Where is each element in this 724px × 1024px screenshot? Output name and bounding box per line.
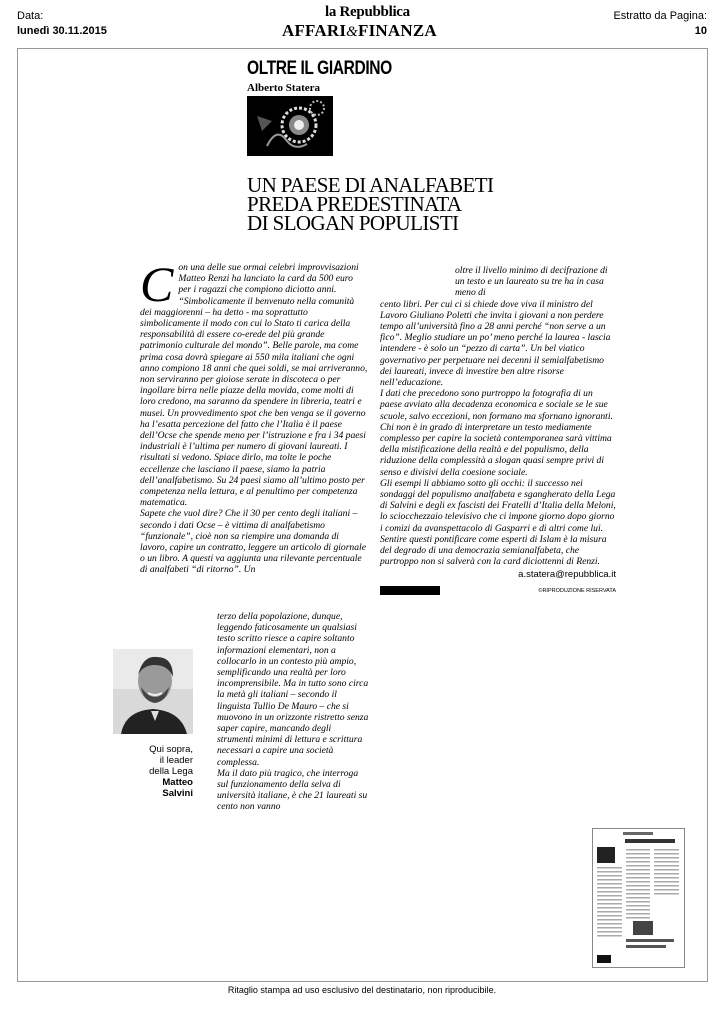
photo-caption (113, 744, 193, 799)
page-value: 10 (694, 25, 707, 37)
masthead (280, 4, 450, 44)
caption-name-1: Matteo (162, 777, 193, 788)
masthead-affari: AFFARI (282, 21, 347, 40)
thumbnail-page-icon (593, 829, 684, 967)
headline (247, 173, 507, 235)
end-bar (380, 586, 440, 595)
article-lead-paragraph: on una delle sue ormai celebri improvvisazioni Matteo Renzi ha lanciato la card da 500 euro per i ragazzi che compiono diciotto anni. “Simbolicamente il benvenuto nella comunità dei maggiorenni – ha detto - ma soprattutto simbolicamente il modo con cui lo Stato ti carica della responsabilità di essere co-erede del più grande patrimonio culturale del mondo”. Belle parole, ma come prima cosa dovrà spiegare ai 550 mila italiani che ogni anno compiono 18 anni che quei soldi, se mai arriveranno, non serviranno per gioiose serate in discoteca o per ingollare birra nelle piazze della movida, come molti di loro credono, ma saranno da spendere in libreria, teatri e musei. Un provvedimento spot che ben venga se il governo ha l’esatta percezione del fatto che l’Italia è il paese dell’Ocse che spende meno per l’istruzione e fra i 34 paesi industriali è l’ultima per numero di giovani laureati. I risultati si vedono. Spiace dirlo, ma tolte le poche eccellenze che lasciano il paese, siamo la patria dell’analfabetismo. Su 24 paesi siamo all’ultimo posto per competenza nella lettura, e al penultimo per competenza matematica. (140, 262, 368, 509)
portrait-image (113, 649, 193, 734)
gear-garden-icon (247, 96, 333, 156)
date-label: Data: (17, 10, 44, 22)
article-column-2-paragraph-3: Gli esempi li abbiamo sotto gli occhi: il successo nei sondaggi del populismo analfabeta e sgangherato della Lega di Salvini e degli ex fascisti dei Fratelli d’Italia della Meloni, lo sciocchezzaio televisivo che ci impone giorno dopo giorno i comizi da avanspettacolo di Gasparri e di altri come lui. Sentire questi pontificare come esperti di Islam è la misura del degrado di una democrazia semianalfabeta, che purtroppo non si salverà con la card diciottenni di Renzi. (380, 477, 616, 568)
article-column-2-paragraph-2: I dati che precedono sono purtroppo la fotografia di un paese avviato alla decadenza economica e sociale se le sue scuole, salvo eccezioni, non formano ma sfornano ignoranti. Chi non è in grado di interpretare un testo mediamente complesso per capire la società contemporanea sarà vittima della mistificazione della realtà e del populismo, della riduzione della complessità a slogan quasi sempre privi di senso e divisivi della coesione sociale. (380, 388, 613, 478)
author-name: Alberto Statera (247, 82, 321, 94)
masthead-affari-finanza (282, 21, 437, 41)
article-paragraph-2-cont: terzo della popolazione, dunque, leggendo faticosamente un qualsiasi testo scritto riesce a capire soltanto informazioni elementari, non a collocarlo in un contesto più ampio, semplificando una realtà per loro incomprensibile. Ma in tutto sono circa la metà gli italiani – secondo il linguista Tullio De Mauro – che si muovono in un orizzonte ristretto senza saper capire, mancando degli strumenti minimi di lettura e scrittura necessari a capire una società complessa. (217, 611, 369, 768)
drop-cap: C (140, 256, 174, 312)
date-value: lunedì 30.11.2015 (17, 25, 107, 37)
caption-line-2: il leader (159, 755, 193, 766)
caption-name-2: Salvini (162, 788, 193, 799)
column-logo-image (247, 96, 333, 156)
author-email: a.statera@repubblica.it (518, 569, 616, 581)
article-column-2 (380, 265, 616, 596)
masthead-finanza: FINANZA (358, 21, 437, 40)
caption-line-3: della Lega (149, 766, 193, 777)
page-thumbnail (592, 828, 685, 968)
headline-line-2: PREDA PREDESTINATA (247, 192, 462, 216)
article-end (380, 584, 616, 596)
masthead-ampersand: & (346, 24, 359, 40)
footer-notice: Ritaglio stampa ad uso esclusivo del destinatario, non riproducibile. (227, 985, 497, 995)
article-column-2-paragraph-1: cento libri. Per cui ci si chiede dove viva il ministro del Lavoro Giuliano Poletti che invita i giovani a non perdere tempo all’università fino a 28 anni perché “non serve a un fico”. Meglio studiare un po’ meno perché la laurea - lascia intendere - è solo un “pezzo di carta”. Un bel viatico governativo per perpetuare nei decenni il semialfabetismo dei laureati, invece di investire ben altre risorse nell’educazione. (380, 298, 611, 389)
article-paragraph-2: Sapete che vuol dire? Che il 30 per cento degli italiani – secondo i dati Ocse – è vittima di analfabetismo “funzionale”, cioè non sa riempire una domanda di lavoro, capire un contratto, leggere un articolo di giornale o un libro. A questi va aggiunta una rilevante percentuale di analfabeti “di ritorno”. Un (140, 508, 366, 576)
masthead-repubblica: la Repubblica (325, 4, 410, 20)
page-label: Estratto da Pagina: (613, 10, 707, 22)
rights-notice: ©RIPRODUZIONE RISERVATA (538, 587, 616, 594)
salvini-photo (113, 649, 193, 734)
headline-line-3: DI SLOGAN POPULISTI (247, 211, 459, 235)
article-column-1 (140, 256, 368, 576)
article-column-2-top: oltre il livello minimo di decifrazione di un testo e un laureato su tre ha in casa meno di (455, 265, 608, 299)
headline-line-1: UN PAESE DI ANALFABETI (247, 173, 494, 197)
article-column-1-continued (217, 611, 369, 813)
article-paragraph-3: Ma il dato più tragico, che interroga sul funzionamento della selva di università italiane, è che 21 laureati su cento non vanno (217, 767, 368, 813)
caption-line-1: Qui sopra, (149, 744, 193, 755)
kicker-title: OLTRE IL GIARDINO (247, 58, 392, 79)
